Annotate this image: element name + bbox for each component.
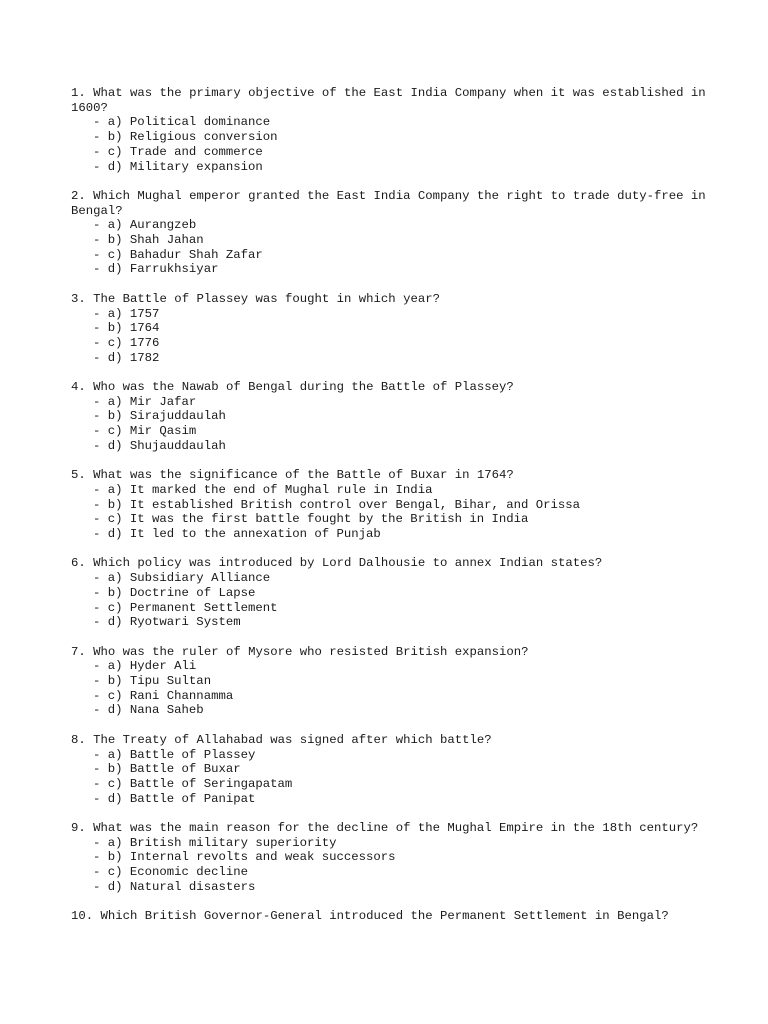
question-block (71, 86, 714, 174)
question-block (71, 468, 711, 542)
question-text: 8. The Treaty of Allahabad was signed after which battle? (71, 732, 492, 747)
answer-option: - b) It established British control over Bengal, Bihar, and Orissa (93, 497, 581, 512)
question-text: 1. What was the primary objective of the East India Company when it was established in 1600? (71, 86, 714, 115)
question-block (71, 556, 711, 630)
question-text: 7. Who was the ruler of Mysore who resisted British expansion? (71, 644, 529, 659)
answer-option: - d) It led to the annexation of Punjab (93, 527, 381, 542)
question-text: 4. Who was the Nawab of Bengal during the Battle of Plassey? (71, 380, 514, 395)
answer-option: - d) 1782 (93, 350, 160, 365)
answer-option: - d) Military expansion (93, 159, 263, 174)
question-text: 2. Which Mughal emperor granted the East India Company the right to trade duty-free in Bengal? (71, 188, 714, 218)
question-text: 10. Which British Governor-General introduced the Permanent Settlement in Bengal? (71, 909, 669, 924)
question-block (71, 188, 714, 277)
answer-option: - d) Nana Saheb (93, 703, 204, 718)
answer-option: - b) Battle of Buxar (93, 762, 241, 777)
question-block (71, 733, 711, 807)
answer-option: - b) Shah Jahan (93, 233, 204, 248)
answer-option: - c) Permanent Settlement (93, 600, 278, 615)
question-block (71, 292, 711, 366)
question-block (71, 380, 711, 454)
answer-option: - b) Tipu Sultan (93, 674, 212, 689)
answer-option: - c) It was the first battle fought by the British in India (93, 512, 529, 527)
question-text: 9. What was the main reason for the decline of the Mughal Empire in the 18th century? (71, 821, 699, 836)
answer-option: - a) Battle of Plassey (93, 747, 256, 762)
answer-option: - b) Sirajuddaulah (93, 409, 226, 424)
question-text: 3. The Battle of Plassey was fought in which year? (71, 291, 440, 306)
answer-option: - b) Religious conversion (93, 130, 278, 145)
answer-option: - d) Ryotwari System (93, 615, 241, 630)
answer-option: - a) It marked the end of Mughal rule in India (93, 482, 433, 497)
answer-option: - a) Subsidiary Alliance (93, 571, 271, 586)
answer-option: - c) Mir Qasim (93, 424, 197, 439)
answer-option: - d) Shujauddaulah (93, 438, 226, 453)
answer-option: - d) Natural disasters (93, 879, 256, 894)
question-block (71, 909, 711, 924)
answer-option: - b) Doctrine of Lapse (93, 585, 256, 600)
answer-option: - b) 1764 (93, 321, 160, 336)
answer-option: - c) Economic decline (93, 865, 248, 880)
answer-option: - c) Battle of Seringapatam (93, 776, 293, 791)
answer-option: - d) Battle of Panipat (93, 791, 256, 806)
answer-option: - a) Hyder Ali (93, 659, 197, 674)
answer-option: - d) Farrukhsiyar (93, 262, 219, 277)
question-text: 5. What was the significance of the Battle of Buxar in 1764? (71, 468, 514, 483)
question-block (71, 821, 711, 895)
quiz-document (71, 86, 714, 939)
answer-option: - c) Bahadur Shah Zafar (93, 247, 263, 262)
answer-option: - c) Rani Channamma (93, 688, 234, 703)
question-block (71, 645, 711, 719)
answer-option: - a) Aurangzeb (93, 218, 197, 233)
answer-option: - b) Internal revolts and weak successors (93, 850, 396, 865)
question-text: 6. Which policy was introduced by Lord Dalhousie to annex Indian states? (71, 556, 603, 571)
answer-option: - c) 1776 (93, 335, 160, 350)
answer-option: - a) Mir Jafar (93, 394, 197, 409)
answer-option: - a) British military superiority (93, 835, 337, 850)
answer-option: - a) 1757 (93, 306, 160, 321)
answer-option: - a) Political dominance (93, 115, 271, 130)
answer-option: - c) Trade and commerce (93, 144, 263, 159)
